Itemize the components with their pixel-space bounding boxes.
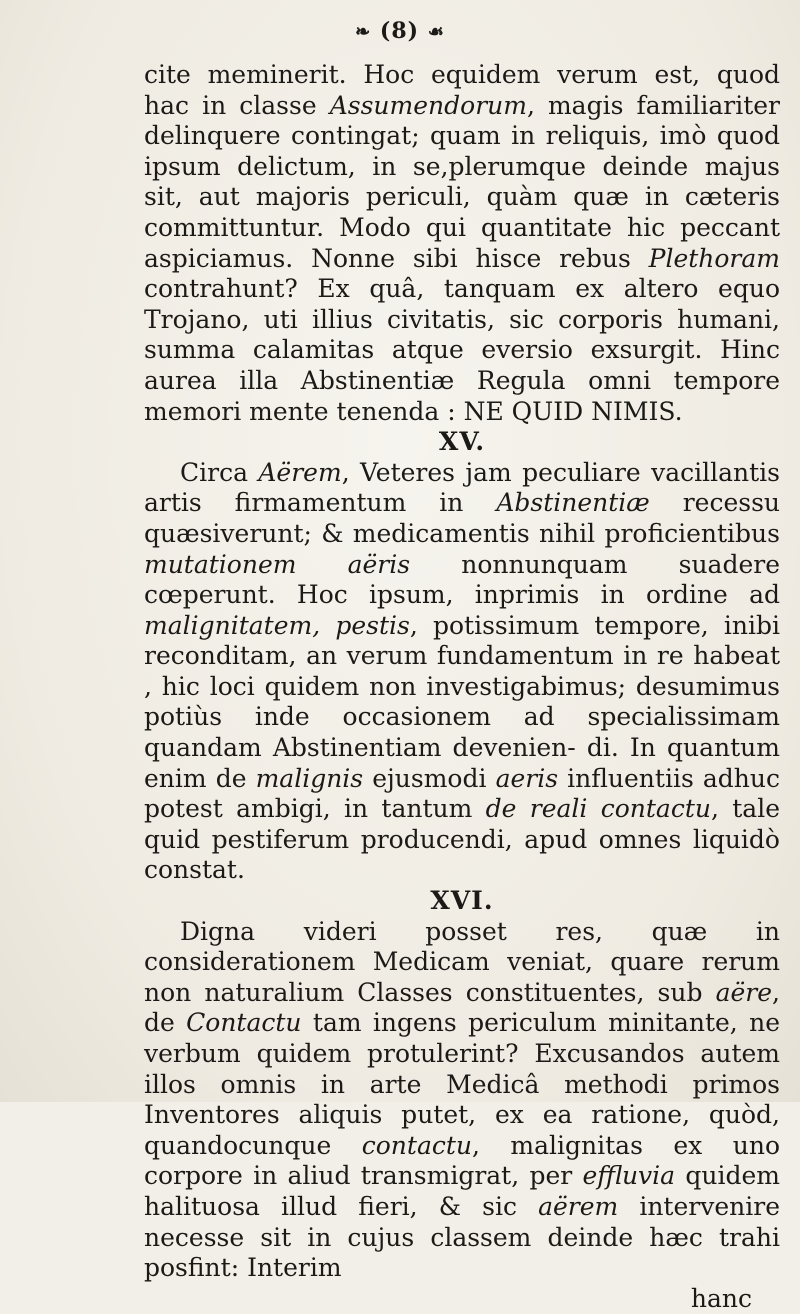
left-ornament-icon: ❧: [355, 21, 372, 43]
page-header: [0, 18, 800, 44]
text-run: , malignitas ex uno corpore in aliud transmigrat, per: [144, 1130, 781, 1191]
italic-run: malignitatem, pestis: [144, 610, 410, 640]
text-run: ejusmodi: [363, 763, 496, 793]
text-run: , potissimum tempore, inibi reconditam, an verum fundamentum in re habeat , hic loci quidem non investigabimus; desumimus potiùs inde occasionem ad specialissimam quandam Abstinentiam devenien- di. In quantum enim de: [144, 610, 781, 793]
catchword: hanc: [690, 1283, 752, 1313]
text-run: Digna videri posset res, quæ in considerationem Medicam veniat, quare rerum non naturalium Classes constituentes, sub: [144, 916, 780, 1007]
italic-run: aëre: [715, 977, 773, 1007]
italic-run: contactu: [361, 1130, 473, 1160]
italic-run: effluvia: [582, 1161, 676, 1191]
paragraph-2: [144, 458, 780, 886]
italic-run: Plethoram: [648, 243, 780, 273]
text-run: , tale quid pestiferum producendi, apud omnes liquidò constat.: [144, 794, 780, 885]
text-run: , magis familiariter delinquere contingat; quam in reliquis, imò quod ipsum delictum, in se,plerumque deinde majus sit, aut majoris periculi, quàm quæ in cæteris committuntur. Modo qui quantitate hic peccant aspiciamus. Nonne sibi hisce rebus: [144, 90, 780, 273]
text-run: quidem halituosa illud fieri, & sic: [144, 1161, 780, 1221]
italic-run: aeris: [495, 763, 559, 793]
italic-run: Abstinentiæ: [496, 488, 650, 518]
italic-run: mutationem aëris: [144, 549, 411, 579]
text-run: contrahunt? Ex quâ, tanquam ex altero equo Trojano, uti illius civitatis, sic corporis humani, summa calamitas atque eversio exsurgit. Hinc aurea illa Abstinentiæ Regula omni tempore memori mente tenenda : NE QUID NIMIS.: [144, 274, 780, 426]
text-run: recessu quæsiverunt; & medicamentis nihil proficientibus: [144, 488, 781, 548]
italic-run: aërem: [538, 1191, 619, 1221]
italic-run: Aërem: [258, 457, 342, 487]
text-run: cite meminerit. Hoc equidem verum est, quod hac in classe: [144, 60, 780, 120]
body-text: [144, 60, 780, 1314]
italic-run: malignis: [255, 763, 364, 793]
right-ornament-icon: ☙: [427, 21, 445, 43]
paragraph-1: [144, 60, 780, 427]
page-number: (8): [379, 18, 420, 44]
text-run: influentiis adhuc potest ambigi, in tantum: [144, 763, 780, 824]
section-heading-xv: XV.: [438, 427, 486, 457]
italic-run: Contactu: [186, 1008, 302, 1038]
section-heading-xvi: XVI.: [430, 886, 494, 916]
text-run: , Veteres jam peculiare vacillantis artis firmamentum in: [144, 457, 780, 518]
text-run: nonnunquam suadere cœperunt. Hoc ipsum, inprimis in ordine ad: [144, 549, 780, 610]
paragraph-3: [144, 917, 780, 1284]
text-run: tam ingens periculum minitante, ne verbum quidem protulerint? Excusandos autem illos omnis in arte Medicâ methodi primos Inventores aliquis putet, ex ea ratione, quòd, quandocunque: [144, 1008, 780, 1160]
italic-run: Assumendorum: [329, 90, 527, 120]
text-run: Circa: [180, 457, 259, 487]
text-run: , de: [144, 977, 780, 1038]
text-run: intervenire necesse sit in cujus classem deinde hæc trahi posfint: Interim: [144, 1191, 780, 1283]
italic-run: de reali contactu: [485, 794, 711, 824]
